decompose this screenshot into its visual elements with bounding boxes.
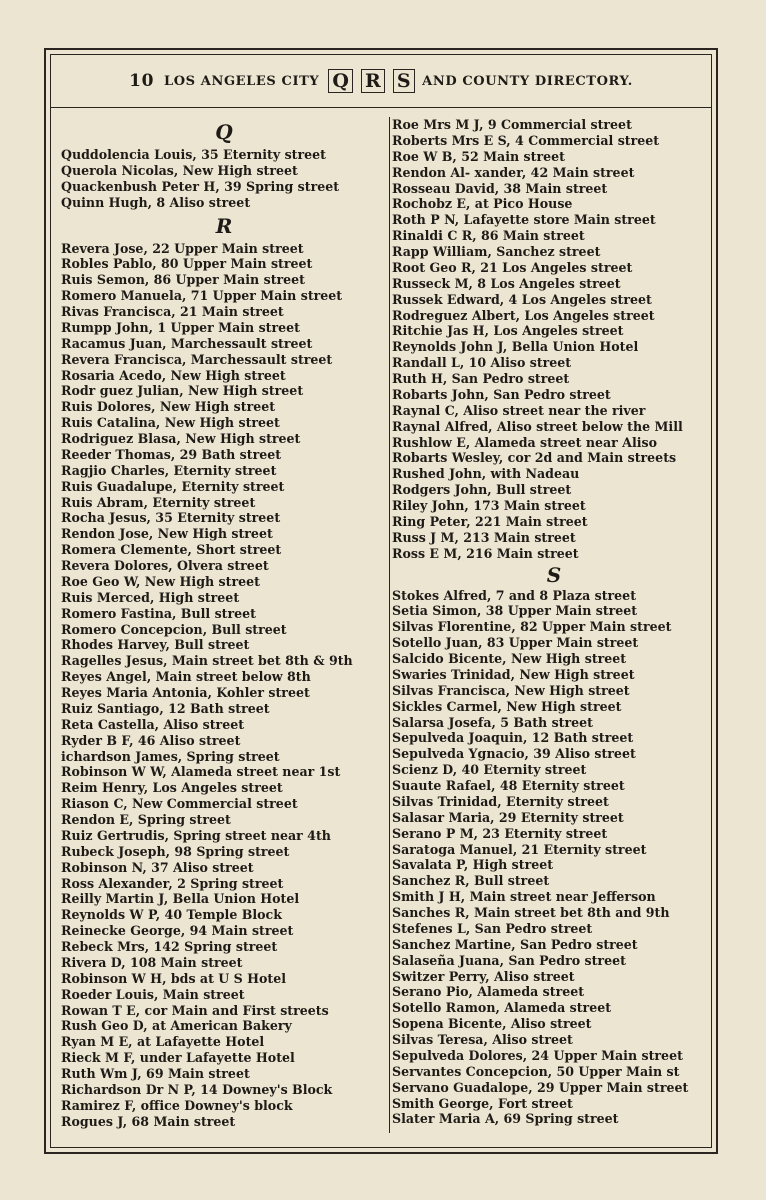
directory-entry: Ryan M E, at Lafayette Hotel: [61, 1034, 265, 1050]
header-title-left: LOS ANGELES CITY: [164, 73, 320, 89]
directory-entry: Ragjio Charles, Eternity street: [61, 462, 277, 478]
directory-entry: Sopena Bicente, Aliso street: [392, 1016, 592, 1032]
directory-entry: ichardson James, Spring street: [61, 748, 280, 764]
directory-entry: Rendon E, Spring street: [61, 812, 231, 827]
directory-entry: Ruis Guadalupe, Eternity street: [61, 478, 285, 494]
directory-entry: Russek Edward, 4 Los Angeles street: [392, 291, 652, 307]
directory-entry: Salasar Maria, 29 Eternity street: [392, 809, 624, 825]
directory-entry: Romero Concepcion, Bull street: [61, 621, 287, 637]
directory-entry: Switzer Perry, Aliso street: [392, 968, 575, 984]
directory-entry: Roe W B, 52 Main street: [392, 148, 565, 164]
directory-entry: Rivera D, 108 Main street: [61, 954, 243, 970]
letter-q-box: Q: [328, 69, 353, 93]
directory-entry: Quinn Hugh, 8 Aliso street: [61, 194, 251, 210]
directory-entry: Roberts Mrs E S, 4 Commercial street: [392, 132, 660, 148]
directory-entry: Romera Clemente, Short street: [61, 542, 282, 558]
directory-entry: Smith George, Fort street: [392, 1095, 573, 1111]
directory-entry: Revera Francisca, Marchessault street: [61, 351, 333, 367]
directory-entry: Sotello Juan, 83 Upper Main street: [392, 635, 639, 651]
directory-entry: Robinson W W, Alameda street near 1st: [61, 764, 341, 780]
section-heading-r: R: [215, 213, 233, 238]
directory-entry: Rinaldi C R, 86 Main street: [392, 228, 585, 244]
directory-entry: Rebeck Mrs, 142 Spring street: [61, 939, 278, 954]
directory-entry: Suaute Rafael, 48 Eternity street: [392, 778, 625, 793]
page-number: 10: [129, 71, 154, 91]
directory-entry: Setia Simon, 38 Upper Main street: [392, 603, 638, 619]
directory-entry: Sanchez R, Bull street: [392, 873, 550, 889]
directory-entry: Rush Geo D, at American Bakery: [61, 1018, 292, 1034]
directory-entry: Sepulveda Dolores, 24 Upper Main street: [392, 1047, 683, 1063]
directory-entry: Robarts Wesley, cor 2d and Main streets: [392, 450, 677, 466]
left-column: [61, 117, 387, 1133]
directory-entry: Raynal Alfred, Aliso street below the Mill: [392, 418, 683, 434]
directory-entry: Saratoga Manuel, 21 Eternity street: [392, 841, 647, 857]
section-heading-q: Q: [215, 120, 233, 144]
directory-entry: Revera Dolores, Olvera street: [61, 558, 269, 573]
directory-entry: Rochobz E, at Pico House: [392, 196, 573, 212]
directory-entry: Salcido Bicente, New High street: [392, 651, 627, 666]
directory-entry: Salaseña Juana, San Pedro street: [392, 952, 626, 968]
directory-entry: Scienz D, 40 Eternity street: [392, 762, 587, 778]
section-heading-s: S: [546, 562, 562, 587]
header-title-right: AND COUNTY DIRECTORY.: [422, 73, 633, 89]
directory-entry: Reeder Thomas, 29 Bath street: [61, 446, 282, 462]
directory-entry: Rushlow E, Alameda street near Aliso: [392, 434, 657, 450]
directory-entry: Roth P N, Lafayette store Main street: [392, 212, 656, 228]
directory-entry: Ruth H, San Pedro street: [392, 371, 570, 386]
directory-entry: Serano P M, 23 Eternity street: [392, 825, 608, 841]
directory-entry: Reim Henry, Los Angeles street: [61, 780, 283, 796]
directory-entry: Serano Pio, Alameda street: [392, 984, 585, 1000]
directory-entry: Servano Guadalope, 29 Upper Main street: [392, 1079, 689, 1095]
directory-entry: Ruis Merced, High street: [61, 589, 240, 605]
directory-entry: Sickles Carmel, New High street: [392, 698, 622, 714]
letter-s-box: S: [393, 69, 415, 93]
directory-entry: Quackenbush Peter H, 39 Spring street: [61, 178, 340, 194]
s-entries: [392, 588, 716, 1128]
directory-entry: Rhodes Harvey, Bull street: [61, 637, 250, 653]
directory-entry: Reynolds John J, Bella Union Hotel: [392, 339, 639, 355]
directory-entry: Rubeck Joseph, 98 Spring street: [61, 843, 290, 859]
r-entries-left: [61, 241, 387, 1130]
directory-entry: Robinson W H, bds at U S Hotel: [61, 970, 287, 986]
directory-entry: Stokes Alfred, 7 and 8 Plaza street: [392, 587, 637, 603]
directory-entry: Ramirez F, office Downey's block: [61, 1097, 293, 1113]
header-letters: [327, 69, 416, 93]
directory-entry: Richardson Dr N P, 14 Downey's Block: [61, 1081, 333, 1097]
directory-entry: Ryder B F, 46 Aliso street: [61, 732, 241, 748]
directory-entry: Root Geo R, 21 Los Angeles street: [392, 259, 633, 275]
directory-entry: Rushed John, with Nadeau: [392, 466, 580, 482]
page-header: [51, 55, 711, 108]
directory-entry: Silvas Francisca, New High street: [392, 682, 630, 698]
directory-entry: Roe Mrs M J, 9 Commercial street: [392, 117, 632, 132]
directory-entry: Raynal C, Aliso street near the river: [392, 402, 646, 418]
directory-entry: Robarts John, San Pedro street: [392, 386, 611, 402]
directory-entry: Ross Alexander, 2 Spring street: [61, 875, 284, 891]
directory-entry: Reyes Maria Antonia, Kohler street: [61, 685, 310, 700]
directory-entry: Smith J H, Main street near Jefferson: [392, 889, 656, 905]
directory-entry: Sanches R, Main street bet 8th and 9th: [392, 905, 670, 920]
directory-entry: Rogues J, 68 Main street: [61, 1113, 236, 1129]
directory-entry: Ruis Dolores, New High street: [61, 399, 276, 415]
directory-entry: Roeder Louis, Main street: [61, 986, 245, 1002]
directory-entry: Rumpp John, 1 Upper Main street: [61, 319, 300, 335]
directory-entry: Randall L, 10 Aliso street: [392, 355, 572, 371]
directory-entry: Ring Peter, 221 Main street: [392, 513, 588, 529]
directory-entry: Silvas Teresa, Aliso street: [392, 1032, 573, 1047]
directory-entry: Sanchez Martine, San Pedro street: [392, 936, 638, 952]
directory-entry: Rowan T E, cor Main and First streets: [61, 1002, 329, 1018]
directory-entry: Salarsa Josefa, 5 Bath street: [392, 714, 593, 730]
directory-entry: Racamus Juan, Marchessault street: [61, 335, 313, 351]
directory-entry: Rodriguez Blasa, New High street: [61, 431, 301, 446]
directory-entry: Ragelles Jesus, Main street bet 8th & 9th: [61, 653, 353, 669]
directory-entry: Ruiz Gertrudis, Spring street near 4th: [61, 827, 331, 843]
directory-entry: Reilly Martin J, Bella Union Hotel: [61, 891, 300, 907]
directory-entry: Reyes Angel, Main street below 8th: [61, 669, 311, 685]
directory-entry: Riley John, 173 Main street: [392, 498, 586, 513]
directory-entry: Rosseau David, 38 Main street: [392, 180, 608, 196]
page-frame: [50, 54, 712, 1148]
directory-entry: Swaries Trinidad, New High street: [392, 666, 635, 682]
directory-entry: Ruis Semon, 86 Upper Main street: [61, 272, 305, 288]
directory-page: [44, 48, 718, 1154]
directory-entry: Ruis Abram, Eternity street: [61, 494, 256, 510]
directory-entry: Silvas Trinidad, Eternity street: [392, 793, 609, 809]
directory-entry: Ruth Wm J, 69 Main street: [61, 1066, 250, 1081]
directory-entry: Savalata P, High street: [392, 857, 554, 873]
directory-entry: Rodreguez Albert, Los Angeles street: [392, 307, 655, 323]
directory-entry: Ruiz Santiago, 12 Bath street: [61, 700, 270, 716]
directory-entry: Servantes Concepcion, 50 Upper Main st: [392, 1063, 680, 1079]
directory-entry: Stefenes L, San Pedro street: [392, 920, 593, 936]
directory-entry: Russeck M, 8 Los Angeles street: [392, 275, 621, 291]
q-entries: [61, 147, 387, 211]
directory-entry: Romero Manuela, 71 Upper Main street: [61, 288, 343, 304]
directory-entry: Slater Maria A, 69 Spring street: [392, 1111, 619, 1127]
directory-entry: Rivas Francisca, 21 Main street: [61, 304, 284, 319]
directory-entry: Rendon Jose, New High street: [61, 526, 273, 542]
letter-r-box: R: [361, 69, 385, 93]
directory-entry: Reynolds W P, 40 Temple Block: [61, 907, 282, 923]
directory-entry: Reinecke George, 94 Main street: [61, 923, 294, 939]
r-entries-right: [392, 117, 716, 562]
directory-entry: Rapp William, Sanchez street: [392, 244, 601, 259]
directory-entry: Ruis Catalina, New High street: [61, 415, 280, 431]
directory-entry: Silvas Florentine, 82 Upper Main street: [392, 619, 672, 635]
directory-entry: Sepulveda Ygnacio, 39 Aliso street: [392, 746, 636, 762]
directory-entry: Reta Castella, Aliso street: [61, 716, 245, 732]
directory-entry: Ross E M, 216 Main street: [392, 545, 579, 561]
directory-entry: Ritchie Jas H, Los Angeles street: [392, 323, 624, 339]
directory-entry: Quddolencia Louis, 35 Eternity street: [61, 147, 326, 162]
directory-entry: Roe Geo W, New High street: [61, 573, 260, 589]
directory-entry: Rocha Jesus, 35 Eternity street: [61, 510, 281, 526]
directory-entry: Sotello Ramon, Alameda street: [392, 1000, 612, 1016]
directory-entry: Riason C, New Commercial street: [61, 796, 298, 812]
directory-entry: Russ J M, 213 Main street: [392, 529, 576, 545]
directory-entry: Robinson N, 37 Aliso street: [61, 859, 254, 875]
directory-entry: Querola Nicolas, New High street: [61, 162, 298, 178]
directory-entry: Robles Pablo, 80 Upper Main street: [61, 256, 313, 272]
directory-entry: Romero Fastina, Bull street: [61, 605, 256, 621]
directory-entry: Rodr guez Julian, New High street: [61, 383, 304, 399]
directory-entry: Rendon Al- xander, 42 Main street: [392, 164, 635, 180]
directory-entry: Rodgers John, Bull street: [392, 482, 572, 498]
directory-entry: Rieck M F, under Lafayette Hotel: [61, 1050, 295, 1066]
directory-entry: Rosaria Acedo, New High street: [61, 367, 286, 383]
directory-entry: Revera Jose, 22 Upper Main street: [61, 240, 304, 256]
right-column: [389, 117, 716, 1133]
directory-entry: Sepulveda Joaquin, 12 Bath street: [392, 730, 634, 746]
